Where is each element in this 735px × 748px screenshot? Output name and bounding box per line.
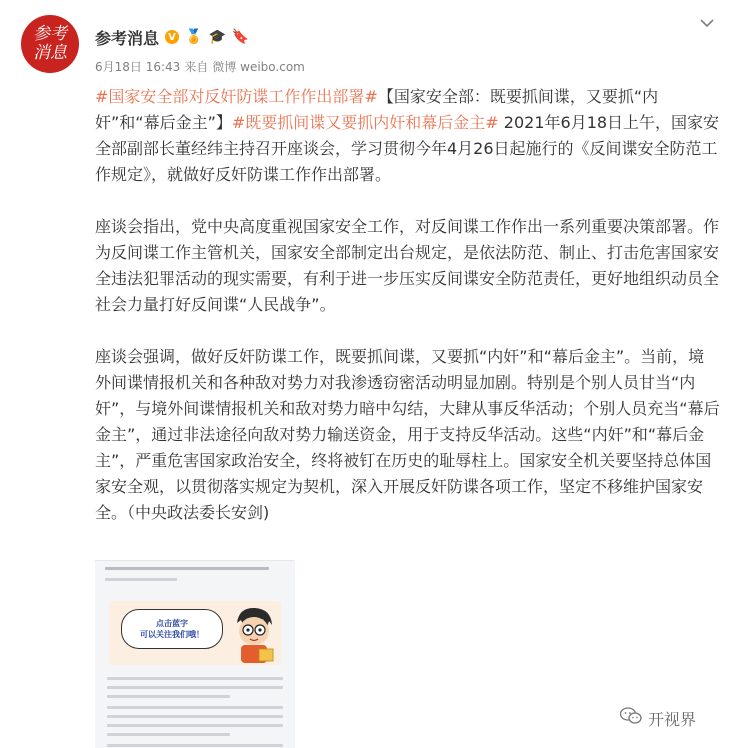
post-body (95, 84, 720, 526)
avatar[interactable] (21, 15, 79, 73)
thumbnail-title-lines (95, 561, 295, 570)
post-date[interactable]: 6月18日 16:43 (95, 60, 181, 74)
bubble-line-2: 可以关注我们哦！ (140, 630, 204, 639)
author-name[interactable]: 参考消息 (95, 28, 160, 48)
follow-prompt-card (109, 601, 281, 665)
author-row (95, 24, 249, 50)
chevron-down-icon[interactable] (700, 12, 714, 33)
bubble-line-1: 点击蓝字 (156, 619, 188, 628)
post-meta (95, 58, 305, 75)
hashtag-link[interactable]: #国家安全部对反奸防谍工作作出部署# (95, 87, 378, 106)
watermark (620, 707, 696, 730)
post-text: 2021年6月18日上午，国家安全部副部长董经纬主持召开座谈会，学习贯彻今年4月26日起施行的《反间谍安全防范工作规定》，就做好反奸防谍工作作出部署。 (95, 113, 720, 184)
post-source[interactable]: 微博 weibo.com (212, 60, 305, 74)
graduation-cap-icon[interactable]: 🎓 (208, 29, 226, 45)
source-prefix: 来自 (184, 60, 209, 74)
medal-badge-icon[interactable]: 🏅 (185, 29, 203, 45)
speech-bubble (121, 609, 223, 649)
post-paragraph-1 (95, 84, 720, 188)
cartoon-character-icon (229, 603, 279, 663)
thumbnail-text-lines (107, 677, 283, 748)
post-paragraph-3: 座谈会强调，做好反奸防谍工作，既要抓间谍，又要抓“内奸”和“幕后金主”。当前，境外间谍情报机关和各种敌对势力对我渗透窃密活动明显加剧。特别是个别人员甘当“内奸”，与境外间谍情报机关和敌对势力暗中勾结，大肆从事反华活动；个别人员充当“幕后金主”，通过非法途径向敌对势力输送资金，用于支持反华活动。这些“内奸”和“幕后金主”，严重危害国家政治安全，终将被钉在历史的耻辱柱上。国家安全机关要坚持总体国家安全观，以贯彻落实规定为契机，深入开展反奸防谍各项工作，坚定不移维护国家安全。（中央政法委长安剑) (95, 347, 720, 522)
avatar-logo: 参 考 消 息 (33, 24, 67, 63)
post-text: 【国家安全部：既要抓间谍，又要抓“内奸”和“幕后金主”】 (95, 87, 659, 132)
verified-icon: V (165, 30, 179, 44)
watermark-text: 开视界 (648, 710, 697, 729)
wechat-icon (620, 707, 642, 730)
hashtag-link[interactable]: #既要抓间谍又要抓内奸和幕后金主# (231, 113, 499, 132)
post-image-thumbnail[interactable] (95, 560, 295, 748)
bookmark-badge-icon[interactable]: 🔖 (231, 29, 250, 45)
thumbnail-subtitle (95, 576, 295, 589)
post-paragraph-2: 座谈会指出，党中央高度重视国家安全工作，对反间谍工作作出一系列重要决策部署。作为反间谍工作主管机关，国家安全部制定出台规定，是依法防范、制止、打击危害国家安全违法犯罪活动的现实需要，有利于进一步压实反间谍安全防范责任，更好地组织动员全社会力量打好反间谍“人民战争”。 (95, 217, 720, 314)
